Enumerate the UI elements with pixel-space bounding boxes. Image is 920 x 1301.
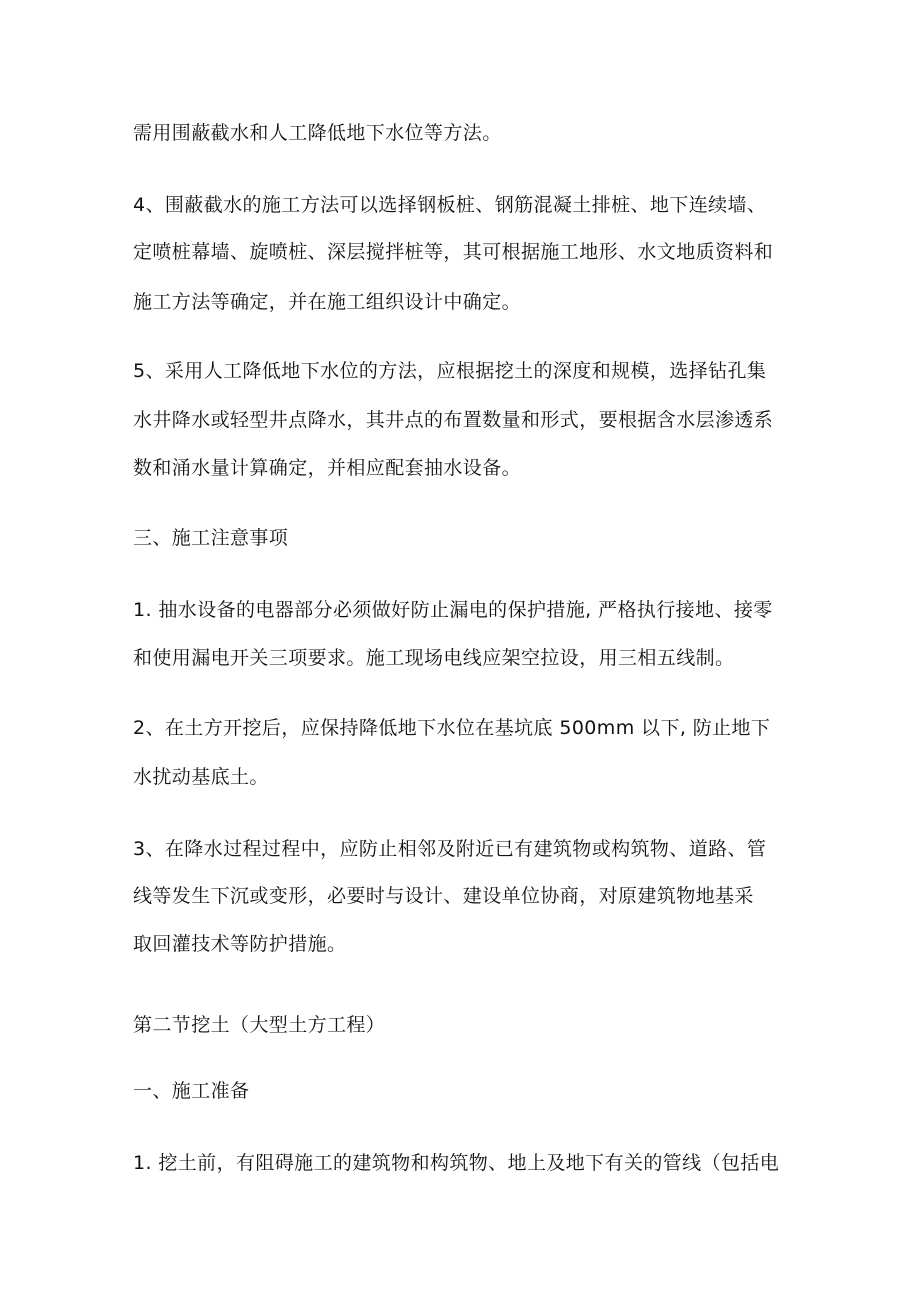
- text-line: 线等发生下沉或变形，必要时与设计、建设单位协商，对原建筑物地基采: [133, 885, 754, 907]
- text-line: 5、采用人工降低地下水位的方法，应根据挖土的深度和规模，选择钻孔集: [133, 360, 767, 382]
- text-line: 1. 挖土前，有阻碍施工的建筑物和构筑物、地上及地下有关的管线（包括电: [133, 1152, 780, 1174]
- text-line: 水扰动基底土。: [133, 766, 269, 788]
- text-line: 1. 抽水设备的电器部分必须做好防止漏电的保护措施, 严格执行接地、接零: [133, 599, 773, 621]
- text-line: 3、在降水过程过程中，应防止相邻及附近已有建筑物或构筑物、道路、管: [133, 838, 767, 860]
- section-heading: 第二节挖土（大型土方工程）: [133, 1014, 386, 1036]
- text-line: 定喷桩幕墙、旋喷桩、深层搅拌桩等，其可根据施工地形、水文地质资料和: [133, 241, 774, 263]
- text-line: 4、围蔽截水的施工方法可以选择钢板桩、钢筋混凝土排桩、地下连续墙、: [133, 194, 767, 216]
- text-line: 水井降水或轻型井点降水，其井点的布置数量和形式，要根据含水层渗透系: [133, 409, 774, 431]
- text-line: 取回灌技术等防护措施。: [133, 933, 347, 955]
- text-line: 和使用漏电开关三项要求。施工现场电线应架空拉设，用三相五线制。: [133, 647, 735, 669]
- text-line: 2、在土方开挖后，应保持降低地下水位在基坑底 500mm 以下, 防止地下: [133, 717, 771, 739]
- text-line: 需用围蔽截水和人工降低地下水位等方法。: [133, 122, 502, 144]
- section-heading: 三、施工注意事项: [133, 527, 289, 549]
- section-heading: 一、施工准备: [133, 1080, 250, 1102]
- text-line: 数和涌水量计算确定，并相应配套抽水设备。: [133, 457, 522, 479]
- text-line: 施工方法等确定，并在施工组织设计中确定。: [133, 291, 522, 313]
